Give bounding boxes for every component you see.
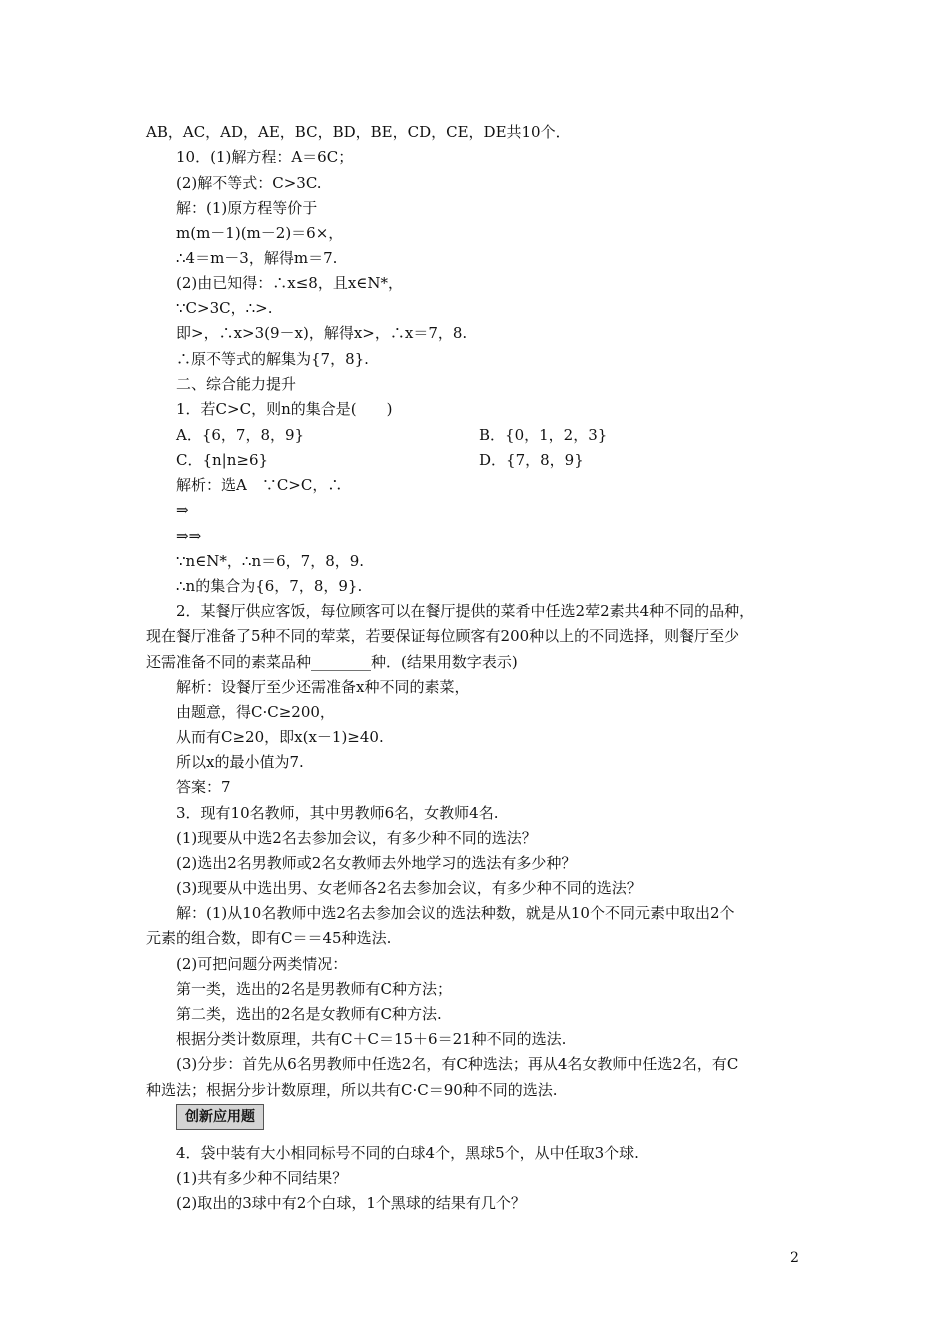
text-line: ∵C>3C，∴>. (176, 299, 273, 317)
text-line: (3)分步：首先从6名男教师中任选2名，有C种选法；再从4名女教师中任选2名，有C (176, 1055, 739, 1073)
text-line: (2)选出2名男教师或2名女教师去外地学习的选法有多少种？ (176, 854, 577, 872)
text-line: A．{6，7，8，9} (176, 426, 305, 444)
text-line: 还需准备不同的素菜品种________种．(结果用数字表示) (146, 653, 518, 671)
text-line: 根据分类计数原理，共有C＋C＝15＋6＝21种不同的选法. (176, 1030, 567, 1048)
text-line: (2)可把问题分两类情况： (176, 955, 348, 973)
text-line: (2)解不等式：C>3C. (176, 174, 322, 192)
text-line: 解析：选A ∵C>C，∴ (176, 476, 343, 494)
text-line: ∴原不等式的解集为{7，8}. (176, 350, 369, 368)
text-line: ∴n的集合为{6，7，8，9}. (176, 577, 363, 595)
text-line: 种选法；根据分步计数原理，所以共有C·C＝90种不同的选法. (146, 1081, 558, 1099)
text-line: 解析：设餐厅至少还需准备x种不同的素菜， (176, 678, 470, 696)
text-line: 解：(1)从10名教师中选2名去参加会议的选法种数，就是从10个不同元素中取出2个 (176, 904, 735, 922)
text-line: 答案：7 (176, 778, 231, 796)
text-line: 从而有C≥20，即x(x－1)≥40. (176, 728, 384, 746)
text-line: 即>，∴x>3(9－x)，解得x>，∴x＝7，8. (176, 324, 468, 342)
text-line: ∴4＝m－3，解得m＝7. (176, 249, 338, 267)
text-line: C．{n|n≥6} (176, 451, 269, 469)
text-line: 解：(1)原方程等价于 (176, 199, 318, 217)
text-line: 2．某餐厅供应客饭，每位顾客可以在餐厅提供的菜肴中任选2荤2素共4种不同的品种， (176, 602, 755, 620)
text-line: 1．若C>C，则n的集合是( ) (176, 400, 393, 418)
text-line: (3)现要从中选出男、女老师各2名去参加会议，有多少种不同的选法？ (176, 879, 642, 897)
text-line: 第一类，选出的2名是男教师有C种方法； (176, 980, 453, 998)
text-line: 3．现有10名教师，其中男教师6名，女教师4名. (176, 804, 499, 822)
text-line: 10．(1)解方程：A＝6C； (176, 148, 354, 166)
text-line: (1)共有多少种不同结果？ (176, 1169, 348, 1187)
page-number: 2 (790, 1250, 799, 1266)
text-line: 由题意，得C·C≥200， (176, 703, 335, 721)
text-line: 现在餐厅准备了5种不同的荤菜，若要保证每位顾客有200种以上的不同选择，则餐厅至少 (146, 627, 740, 645)
text-line: m(m－1)(m－2)＝6×， (176, 224, 344, 242)
text-line: (2)由已知得：∴x≤8，且x∈N*， (176, 274, 404, 292)
text-line: 元素的组合数，即有C＝＝45种选法. (146, 929, 392, 947)
text-line: ∵n∈N*，∴n＝6，7，8，9. (176, 552, 365, 570)
text-line: 4．袋中装有大小相同标号不同的白球4个，黑球5个，从中任取3个球. (176, 1144, 639, 1162)
text-line: 第二类，选出的2名是女教师有C种方法. (176, 1005, 442, 1023)
text-line: ⇒ (176, 501, 189, 519)
text-line: 二、综合能力提升 (176, 375, 297, 393)
text-line: 所以x的最小值为7. (176, 753, 304, 771)
text-line: ⇒⇒ (176, 527, 202, 545)
option-right: B．{0，1，2，3} (479, 426, 608, 444)
text-line: (1)现要从中选2名去参加会议，有多少种不同的选法？ (176, 829, 537, 847)
text-line: AB，AC，AD，AE，BC，BD，BE，CD，CE，DE共10个． (146, 123, 571, 141)
section-badge: 创新应用题 (176, 1104, 264, 1130)
option-right: D．{7，8，9} (479, 451, 584, 469)
text-line: (2)取出的3球中有2个白球，1个黑球的结果有几个？ (176, 1194, 526, 1212)
